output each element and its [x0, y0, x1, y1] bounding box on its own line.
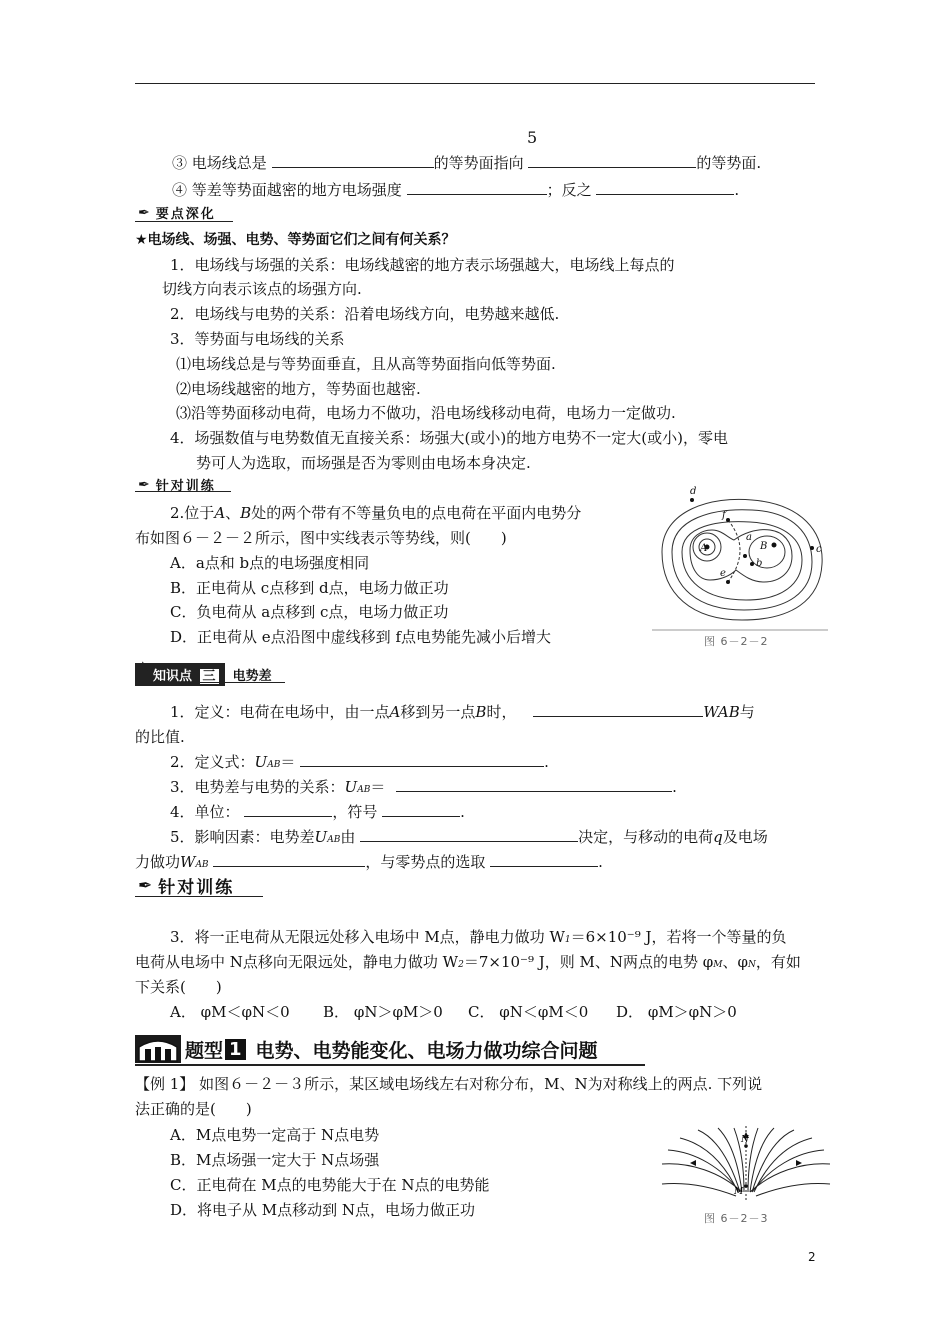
- blank[interactable]: [213, 852, 365, 867]
- question-heading: ★电场线、场强、电势、等势面它们之间有何关系？: [135, 232, 456, 248]
- equipotential-line: [662, 499, 822, 620]
- top-rule: [135, 83, 815, 84]
- fig-label-e: e: [720, 568, 726, 579]
- fig-label-c: c: [816, 544, 822, 555]
- para: ⑴电场线总是与等势面垂直，且从高等势面指向低等势面.: [176, 355, 556, 373]
- para: 切线方向表示该点的场强方向.: [162, 280, 362, 298]
- option-b[interactable]: B．M点场强一定大于 N点场强: [170, 1151, 380, 1169]
- field-line: [662, 1184, 736, 1197]
- def-2: 2．定义式：UAB＝ .: [170, 753, 549, 771]
- option-b[interactable]: B． φN＞φM＞0: [323, 1003, 443, 1021]
- blank[interactable]: [528, 153, 696, 168]
- field-line: [668, 1150, 740, 1192]
- section-heading-key-points: ✒ 要点深化: [138, 204, 216, 222]
- def-5: 5．影响因素：电势差UAB由 决定，与移动的电荷q及电场: [170, 828, 768, 846]
- point-b: [750, 562, 754, 566]
- figure-caption: 图 6－2－2: [704, 635, 769, 648]
- heading-underline: [135, 896, 263, 897]
- equipotential-line: [690, 530, 792, 582]
- example-1: 【例 1】 如图６－２－３所示，某区域电场线左右对称分布，M、N为对称线上的两点. 下列说: [135, 1075, 763, 1093]
- option-d[interactable]: D． φM＞φN＞0: [616, 1003, 737, 1021]
- figure-caption: 图 6－2－3: [704, 1212, 769, 1225]
- def-4: 4．单位： ，符号 .: [170, 803, 465, 821]
- fig-label-d: d: [690, 486, 697, 497]
- topic-type-heading: 题型 1 电势、电势能变化、电场力做功综合问题: [135, 1035, 598, 1063]
- section-heading-practice: ✒ 针对训练: [138, 476, 216, 494]
- blank[interactable]: [396, 777, 672, 792]
- fig-label-a: a: [746, 532, 752, 543]
- para: ⑶沿等势面移动电荷，电场力不做功，沿电场线移动电荷，电场力一定做功.: [176, 404, 676, 422]
- fill-line-3: ③ 电场线总是 的等势面指向 的等势面.: [172, 154, 762, 172]
- para: 2．电场线与电势的关系：沿着电场线方向，电势越来越低.: [170, 305, 560, 323]
- blank[interactable]: [596, 180, 734, 195]
- question-3: 3．将一正电荷从无限远处移入电场中 M点，静电力做功 W1＝6×10⁻⁹ J，若将一个等量的负: [170, 928, 787, 946]
- equipotential-line: [672, 510, 812, 610]
- fig-label-f: f: [722, 510, 726, 521]
- question-3-line2: 电荷从电场中 N点移向无限远处，静电力做功 W2＝7×10⁻⁹ J，则 M、N两点的电势 φM、φN，有如: [135, 953, 801, 971]
- point-d: [690, 498, 694, 502]
- option-c[interactable]: C．正电荷在 M点的电势能大于在 N点的电势能: [170, 1176, 490, 1194]
- field-line: [756, 1184, 830, 1197]
- option-b[interactable]: B．正电荷从 c点移到 d点，电场力做正功: [170, 579, 449, 597]
- def-1-cont: 的比值.: [135, 728, 185, 746]
- knowledge-badge: ▲ 知识点 三: [135, 663, 225, 686]
- def-5-cont: 力做功WAB ，与零势点的选取 .: [135, 853, 603, 871]
- option-a[interactable]: A． φM＜φN＜0: [170, 1003, 290, 1021]
- blank[interactable]: [244, 802, 332, 817]
- section-heading-practice-2: ✒ 针对训练: [138, 875, 235, 898]
- heading-underline: [135, 221, 233, 222]
- def-3: 3．电势差与电势的关系：UAB＝ .: [170, 778, 677, 796]
- heading-underline: [135, 682, 285, 683]
- dashed-path: [728, 520, 740, 582]
- option-c[interactable]: C．负电荷从 a点移到 c点，电场力做正功: [170, 603, 449, 621]
- page-number-top: 5: [527, 128, 538, 147]
- blank[interactable]: [360, 827, 578, 842]
- option-d[interactable]: D．正电荷从 e点沿图中虚线移到 f点电势能先减小后增大: [170, 628, 551, 646]
- para: 1．电场线与场强的关系：电场线越密的地方表示场强越大，电场线上每点的: [170, 256, 675, 274]
- knowledge-point-heading: ▲ 知识点 三 电势差: [137, 657, 272, 684]
- question-2: 2.位于A、B处的两个带有不等量负电的点电荷在平面内电势分: [170, 504, 582, 522]
- para: 3．等势面与电场线的关系: [170, 330, 345, 348]
- blank[interactable]: [490, 852, 598, 867]
- blank[interactable]: [407, 180, 547, 195]
- field-line: [752, 1150, 824, 1192]
- option-c[interactable]: C． φN＜φM＜0: [468, 1003, 589, 1021]
- fill-line-4: ④ 等差等势面越密的地方电场强度 ；反之 .: [172, 181, 740, 199]
- heading-underline: [135, 491, 231, 492]
- pen-icon: ✒: [138, 875, 153, 896]
- option-a[interactable]: A．M点电势一定高于 N点电势: [170, 1126, 380, 1144]
- blank[interactable]: [272, 153, 434, 168]
- point-m: [744, 1184, 748, 1188]
- fig-label-b: b: [756, 558, 763, 569]
- example-1-line2: 法正确的是( ): [135, 1100, 252, 1118]
- stadium-icon: [135, 1035, 181, 1063]
- fig-label-N: N: [741, 1135, 749, 1145]
- para: 4．场强数值与电势数值无直接关系：场强大(或小)的地方电势不一定大(或小)，零电: [170, 429, 728, 447]
- figure-6-2-2: [652, 482, 828, 647]
- point-f: [726, 518, 730, 522]
- blank[interactable]: [300, 752, 544, 767]
- figure-6-2-3: [660, 1122, 832, 1204]
- pen-icon: ✒: [138, 204, 150, 221]
- pen-icon: ✒: [138, 476, 150, 493]
- para: ⑵电场线越密的地方，等势面也越密.: [176, 380, 421, 398]
- option-a[interactable]: A．a点和 b点的电场强度相同: [170, 554, 370, 572]
- fig-label-A: A: [700, 543, 708, 554]
- blank[interactable]: [533, 702, 703, 717]
- fig-label-M: M: [734, 1187, 744, 1197]
- point-e: [726, 580, 730, 584]
- option-d[interactable]: D．将电子从 M点移动到 N点，电场力做正功: [170, 1201, 476, 1219]
- charge-b: [772, 543, 777, 548]
- def-1: 1．定义：电荷在电场中，由一点A移到另一点B时， WAB与: [170, 703, 755, 721]
- page-number-bottom: 2: [808, 1250, 816, 1264]
- point-a: [743, 554, 747, 558]
- arrow-icon: [690, 1160, 696, 1166]
- heading-underline: [135, 1064, 645, 1066]
- arrow-icon: [796, 1160, 802, 1166]
- point-c: [810, 546, 814, 550]
- question-3-line3: 下关系( ): [135, 978, 222, 996]
- para: 势可人为选取，而场强是否为零则由电场本身决定.: [196, 454, 531, 472]
- tree-icon: ▲: [137, 657, 149, 675]
- fig-label-B: B: [760, 541, 768, 552]
- question-2-line2: 布如图６－２－２所示，图中实线表示等势线，则( ): [135, 529, 507, 547]
- blank[interactable]: [382, 802, 460, 817]
